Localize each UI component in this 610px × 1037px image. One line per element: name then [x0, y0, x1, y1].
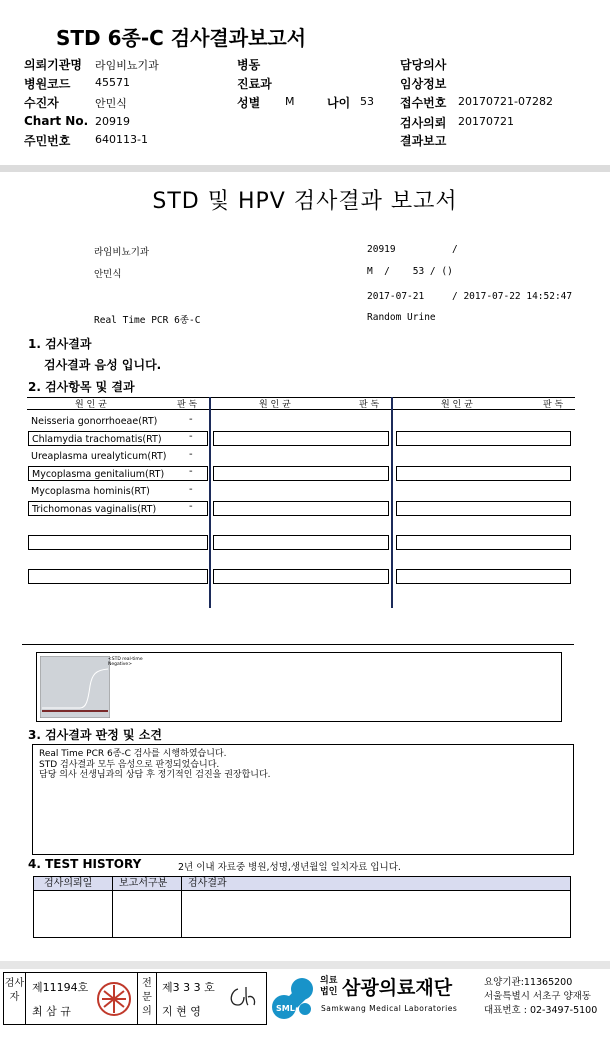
organism-name: Mycoplasma genitalium(RT): [32, 469, 165, 480]
label-patient: 수진자: [24, 96, 59, 110]
col-organism-label-3: 원 인 균: [441, 400, 473, 410]
value-chart-no: 20919: [95, 115, 130, 128]
org-code: 요양기관:11365200: [484, 977, 573, 988]
graph-container: [36, 652, 562, 722]
label-clinical-info: 임상정보: [400, 77, 447, 91]
result-value: -: [189, 431, 193, 442]
organism-name: Neisseria gonorrhoeae(RT): [31, 416, 158, 427]
section1-heading: 1. 검사결과: [28, 337, 92, 351]
examiner-name: 최 삼 규: [32, 1005, 71, 1018]
report-title: STD 6종-C 검사결과보고서: [56, 26, 307, 50]
org-prefix-line1: 의료: [320, 976, 338, 986]
info-clinic: 라임비뇨기과: [94, 247, 150, 258]
label-doctor: 담당의사: [400, 58, 447, 72]
empty-result-row: [396, 431, 571, 446]
empty-result-row: [28, 535, 208, 550]
empty-result-row: [396, 535, 571, 550]
result-col-header-1: [27, 397, 209, 410]
org-address: 서울특별시 서초구 양재동: [484, 991, 591, 1002]
label-result-report: 결과보고: [400, 134, 447, 148]
result-col-header-2: [211, 397, 391, 410]
graph-caption: [108, 657, 143, 667]
organism-name: Trichomonas vaginalis(RT): [32, 504, 157, 515]
history-col-date: 검사의뢰일: [33, 876, 113, 891]
history-cell: [112, 891, 182, 938]
findings-line: STD 검사결과 모두 음성으로 판정되었습니다.: [39, 759, 220, 770]
value-patient: 안민식: [95, 97, 127, 110]
info-date-received: 2017-07-21: [367, 291, 425, 302]
graph-caption-line2: Negative>: [108, 662, 132, 667]
logo-text: SML: [276, 1004, 295, 1013]
organism-name: Mycoplasma hominis(RT): [31, 486, 150, 497]
empty-result-row: [396, 569, 571, 584]
value-hospital-code: 45571: [95, 76, 130, 89]
result-value: -: [189, 414, 193, 425]
report-main-title: STD 및 HPV 검사결과 보고서: [152, 189, 458, 214]
value-age: 53: [360, 95, 374, 108]
result-row: [28, 466, 208, 481]
section2-heading: 2. 검사항목 및 결과: [28, 380, 135, 394]
graph-caption-line1: <STD real-time: [108, 657, 143, 662]
seal-stamp-icon: [96, 979, 132, 1019]
history-cell: [33, 891, 113, 938]
col-judgement-label: 판 독: [177, 400, 198, 410]
findings-line: Real Time PCR 6종-C 검사를 시행하였습니다.: [39, 749, 227, 759]
result-divider-2: [391, 397, 393, 608]
section1-text: 검사결과 음성 입니다.: [44, 358, 162, 372]
signature-block: [3, 972, 267, 1025]
organism-name: Ureaplasma urealyticum(RT): [31, 451, 167, 462]
label-hospital-code: 병원코드: [24, 77, 71, 91]
history-cell: [181, 891, 571, 938]
empty-result-row: [213, 431, 389, 446]
result-row: [28, 449, 211, 464]
col-organism-label-2: 원 인 균: [259, 400, 291, 410]
result-row: [28, 501, 208, 516]
info-sex-age: M / 53 / (): [367, 266, 453, 277]
section3-heading: 3. 검사결과 판정 및 소견: [28, 728, 162, 742]
col-judgement-label-3: 판 독: [543, 400, 564, 410]
signature-icon: [226, 983, 260, 1013]
result-value: -: [189, 449, 193, 460]
empty-result-row: [396, 501, 571, 516]
result-value: -: [189, 501, 193, 512]
examiner-license-no: 제11194호: [32, 981, 89, 994]
graph-background: [40, 656, 110, 718]
empty-result-row: [213, 466, 389, 481]
org-prefix: [320, 976, 337, 998]
info-chart-no: 20919: [367, 244, 396, 255]
info-patient: 안민식: [94, 269, 122, 280]
graph-top-rule: [22, 644, 574, 645]
label-chart-no: Chart No.: [24, 114, 89, 128]
empty-result-row: [213, 535, 389, 550]
examiner-label: 검사자: [4, 973, 26, 1024]
label-receipt-no: 접수번호: [400, 96, 447, 110]
value-request-date: 20170721: [458, 115, 514, 128]
result-row: [28, 431, 208, 446]
label-client: 의뢰기관명: [24, 58, 82, 72]
result-value: -: [189, 466, 193, 477]
findings-line: 담당 의사 선생님과의 상담 후 정기적인 검진을 권장합니다.: [39, 770, 271, 780]
section4-note: 2년 이내 자료중 병원,성명,생년월일 일치자료 입니다.: [178, 862, 401, 873]
footer-separator: [0, 961, 610, 969]
label-department: 진료과: [237, 77, 272, 91]
info-specimen: Random Urine: [367, 312, 436, 323]
doctor-name: 지 현 영: [162, 1005, 201, 1018]
info-date-reported: / 2017-07-22 14:52:47: [452, 291, 573, 302]
label-request-date: 검사의뢰: [400, 116, 447, 130]
col-organism-label: 원 인 균: [75, 400, 107, 410]
label-resident-no: 주민번호: [24, 134, 71, 148]
header-separator: [0, 165, 610, 172]
empty-result-row: [213, 569, 389, 584]
history-col-type: 보고서구분: [112, 876, 182, 891]
label-sex: 성별: [237, 96, 261, 110]
value-receipt-no: 20170721-07282: [458, 95, 553, 108]
value-client: 라임비뇨기과: [95, 59, 159, 72]
section4-heading: 4. TEST HISTORY: [28, 857, 142, 871]
sml-logo-icon: [270, 975, 320, 1023]
result-col-header-3: [393, 397, 575, 410]
org-english-name: Samkwang Medical Laboratories: [321, 1004, 458, 1013]
value-sex: M: [285, 95, 295, 108]
empty-result-row: [213, 501, 389, 516]
result-value: -: [189, 484, 193, 495]
report-header: [0, 0, 610, 166]
org-name: 삼광의료재단: [342, 977, 453, 999]
label-age: 나이: [327, 96, 351, 110]
info-test-name: Real Time PCR 6종-C: [94, 315, 201, 326]
result-row: [28, 484, 211, 499]
info-chart-slash: /: [452, 244, 458, 255]
doctor-license-no: 제3 3 3 호: [162, 981, 215, 994]
label-ward: 병동: [237, 58, 261, 72]
doctor-label: 전문의: [137, 973, 157, 1024]
organism-name: Chlamydia trachomatis(RT): [32, 434, 162, 445]
org-prefix-line2: 법인: [320, 987, 338, 997]
findings-box: [32, 744, 574, 855]
org-contact: [484, 976, 597, 1018]
org-phone: 대표번호 : 02-3497-5100: [484, 1005, 598, 1016]
value-resident-no: 640113-1: [95, 133, 148, 146]
empty-result-row: [28, 569, 208, 584]
col-judgement-label-2: 판 독: [359, 400, 380, 410]
result-row: [28, 414, 211, 429]
history-col-result: 검사결과: [181, 876, 571, 891]
pcr-amplification-graph: [40, 656, 110, 718]
empty-result-row: [396, 466, 571, 481]
